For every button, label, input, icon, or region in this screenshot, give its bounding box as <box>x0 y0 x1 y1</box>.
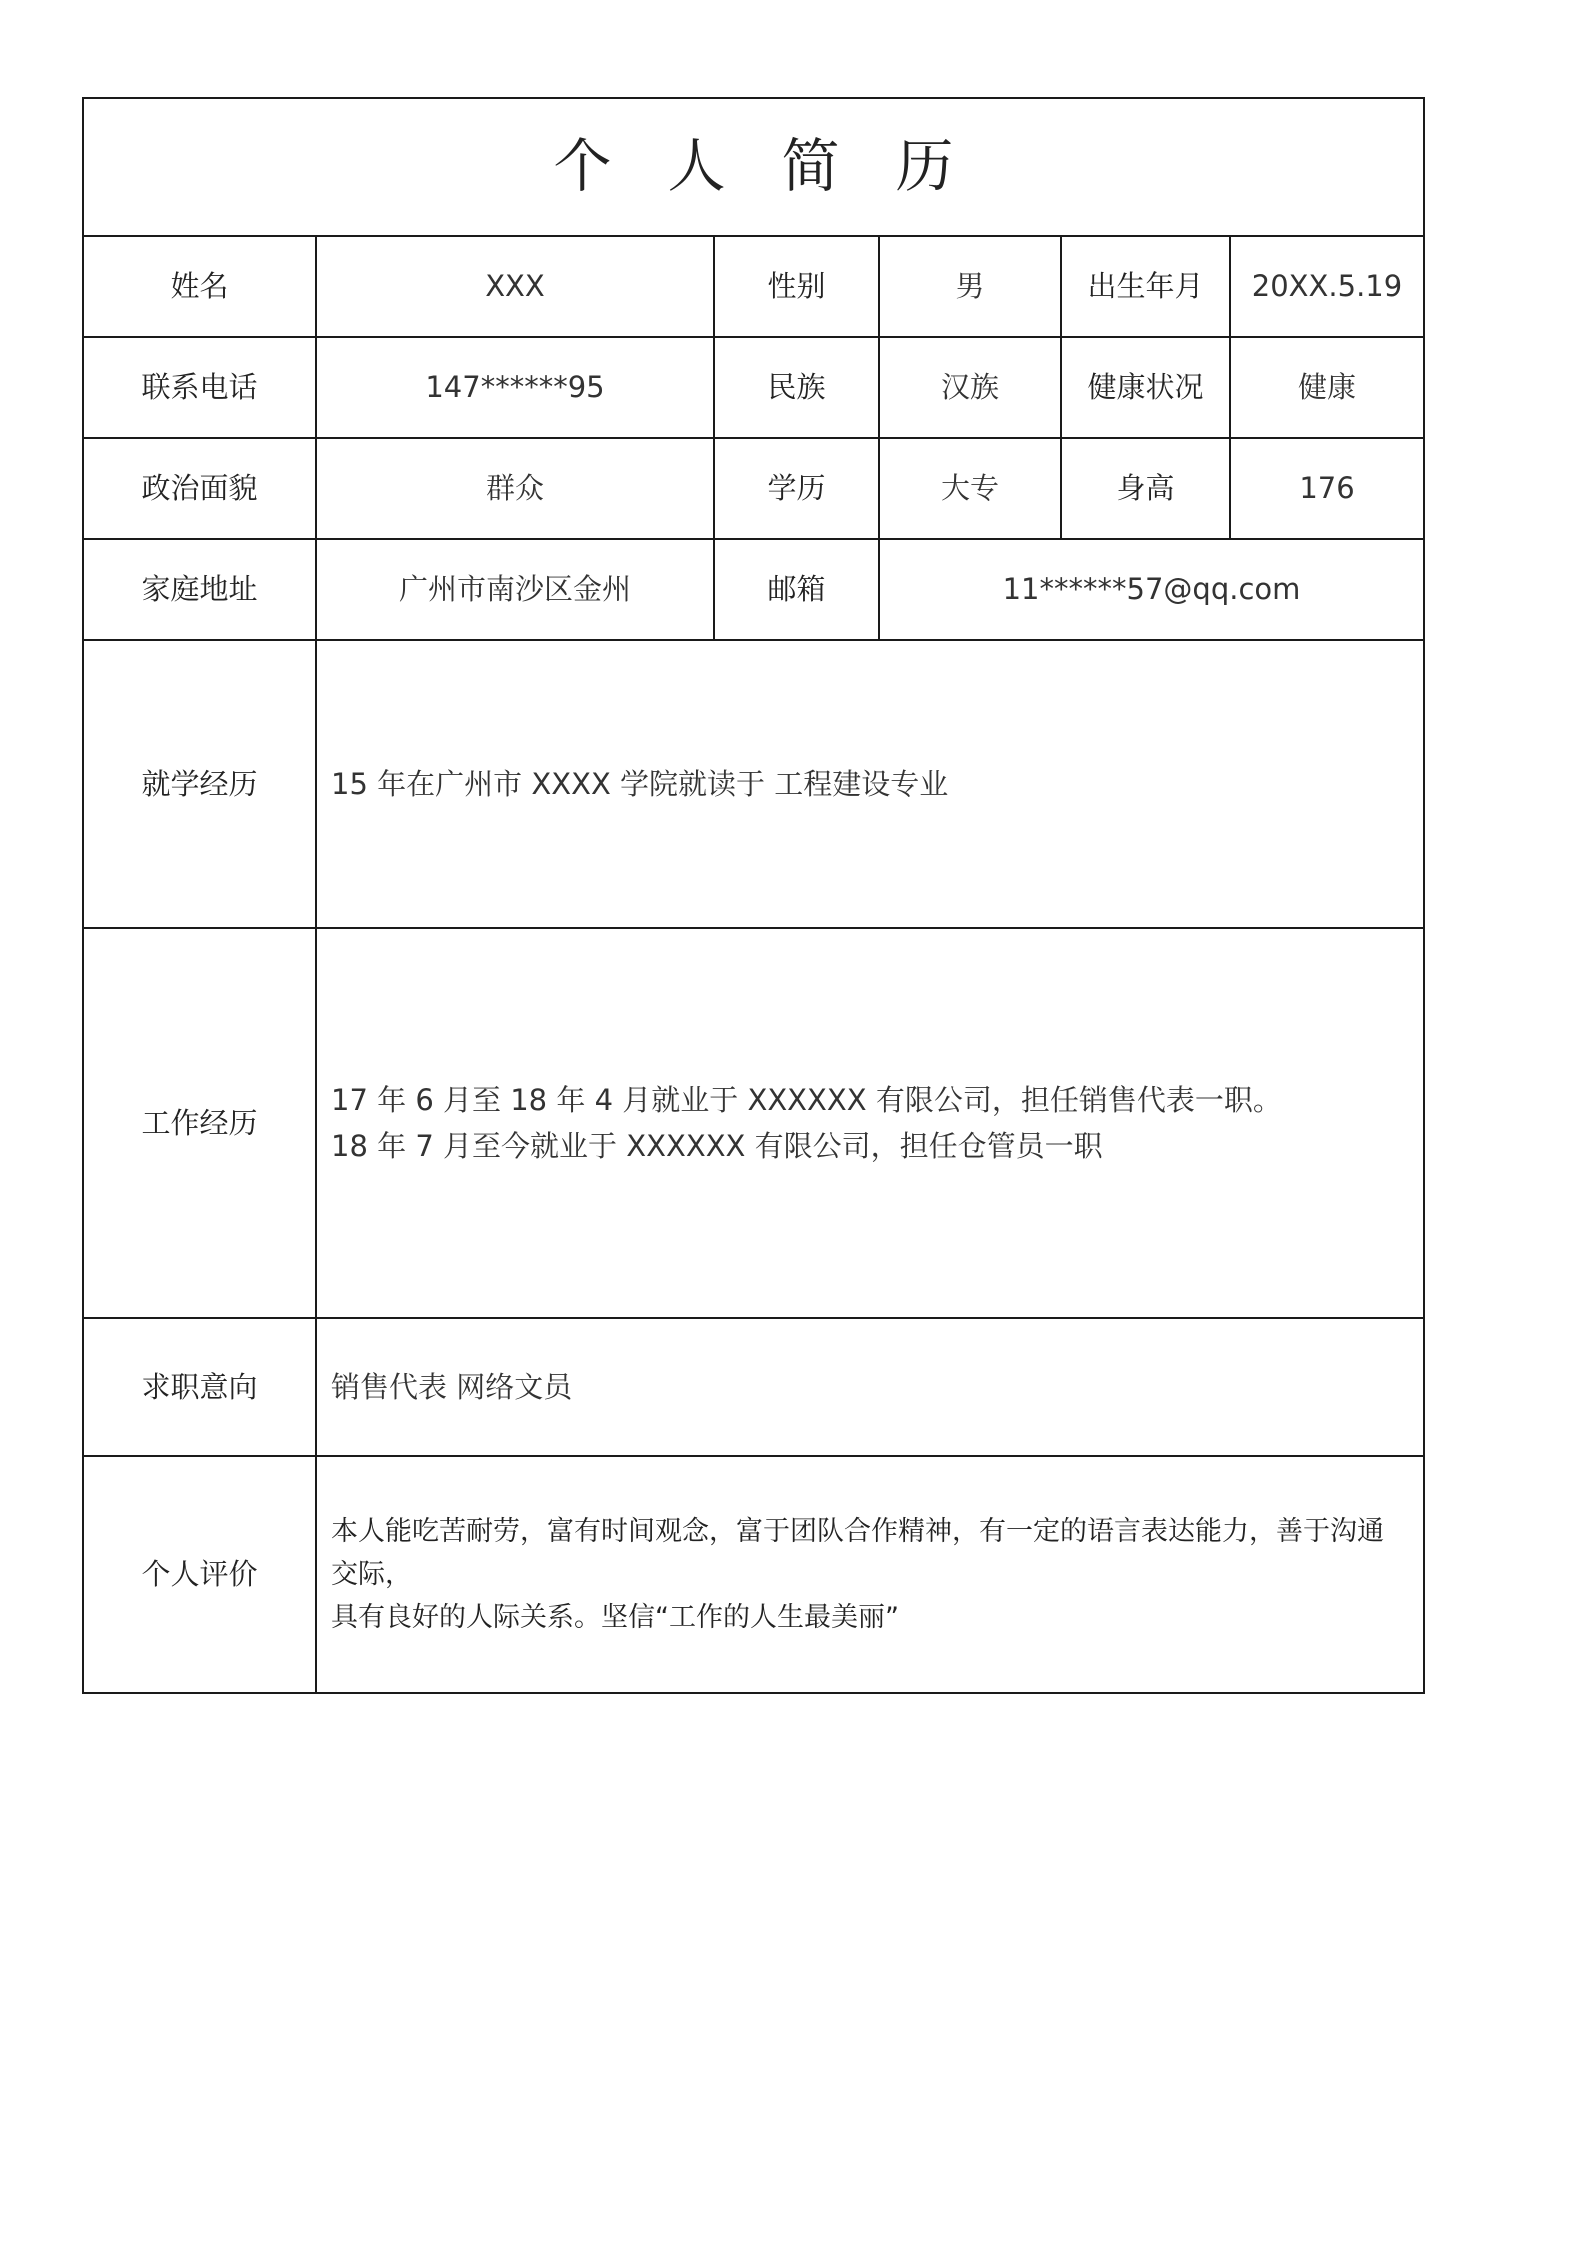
address-value: 广州市南沙区金州 <box>316 539 714 640</box>
phone-label: 联系电话 <box>83 337 316 438</box>
politics-label: 政治面貌 <box>83 438 316 539</box>
eval-line: 本人能吃苦耐劳，富有时间观念，富于团队合作精神，有一定的语言表达能力，善于沟通交际， <box>331 1516 1384 1590</box>
study-label: 就学经历 <box>83 640 316 928</box>
row-phone <box>83 337 1424 438</box>
ethnicity-value: 汉族 <box>879 337 1061 438</box>
study-content <box>316 640 1424 928</box>
address-label: 家庭地址 <box>83 539 316 640</box>
education-label: 学历 <box>714 438 879 539</box>
birth-label: 出生年月 <box>1061 236 1230 337</box>
row-evaluation <box>83 1456 1424 1693</box>
title-row <box>83 98 1424 236</box>
work-line: 18 年 7 月至今就业于 XXXXXX 有限公司，担任仓管员一职 <box>331 1129 1103 1163</box>
job-label: 求职意向 <box>83 1318 316 1456</box>
ethnicity-label: 民族 <box>714 337 879 438</box>
work-line: 17 年 6 月至 18 年 4 月就业于 XXXXXX 有限公司，担任销售代表一职。 <box>331 1083 1282 1117</box>
study-line: 15 年在广州市 XXXX 学院就读于 工程建设专业 <box>331 766 949 801</box>
phone-value: 147******95 <box>316 337 714 438</box>
work-label: 工作经历 <box>83 928 316 1318</box>
job-value: 销售代表 网络文员 <box>316 1318 1424 1456</box>
birth-value: 20XX.5.19 <box>1230 236 1424 337</box>
row-address <box>83 539 1424 640</box>
education-value: 大专 <box>879 438 1061 539</box>
page-title <box>83 98 1424 236</box>
eval-label: 个人评价 <box>83 1456 316 1693</box>
politics-value: 群众 <box>316 438 714 539</box>
title-char: 简 <box>781 132 840 201</box>
height-label: 身高 <box>1061 438 1230 539</box>
height-value: 176 <box>1230 438 1424 539</box>
email-label: 邮箱 <box>714 539 879 640</box>
row-study <box>83 640 1424 928</box>
resume-table <box>82 97 1425 1694</box>
eval-content <box>316 1456 1424 1693</box>
health-value: 健康 <box>1230 337 1424 438</box>
row-name <box>83 236 1424 337</box>
name-value: XXX <box>316 236 714 337</box>
row-politics <box>83 438 1424 539</box>
row-work <box>83 928 1424 1318</box>
email-value: 11******57@qq.com <box>879 539 1424 640</box>
name-label: 姓名 <box>83 236 316 337</box>
work-content <box>316 928 1424 1318</box>
title-char: 历 <box>895 132 954 201</box>
gender-value: 男 <box>879 236 1061 337</box>
gender-label: 性别 <box>714 236 879 337</box>
title-char: 个 <box>553 132 612 201</box>
row-job <box>83 1318 1424 1456</box>
health-label: 健康状况 <box>1061 337 1230 438</box>
eval-line: 具有良好的人际关系。坚信“工作的人生最美丽” <box>331 1602 899 1633</box>
title-char: 人 <box>667 132 726 201</box>
